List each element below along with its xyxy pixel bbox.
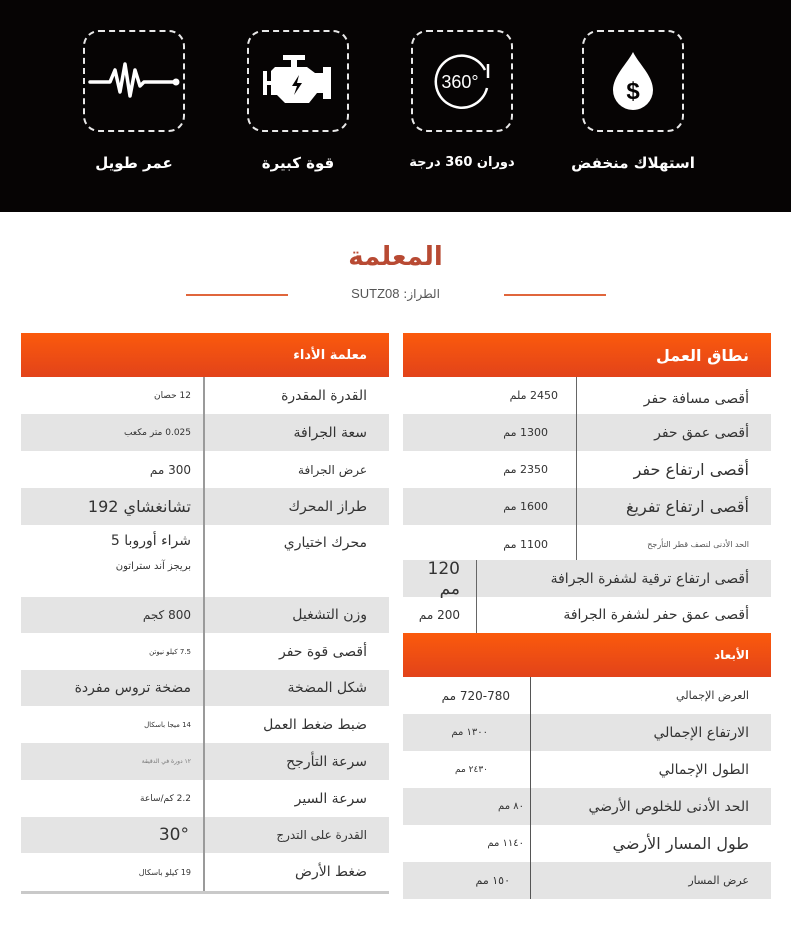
- row-value: ٨٠ مم: [403, 788, 531, 825]
- table-row: [21, 817, 389, 853]
- row-label: أقصى عمق حفر: [654, 424, 749, 441]
- row-value: 30°: [21, 817, 205, 853]
- table-row: [403, 525, 771, 563]
- table-row: [21, 670, 389, 706]
- feature-icon-frame: [411, 30, 513, 132]
- row-value: 300 مم: [21, 451, 205, 488]
- row-value: ١١٤٠ مم: [403, 825, 531, 862]
- row-value: 0.025 متر مكعب: [21, 414, 205, 451]
- row-label: الحد الأدنى لنصف قطر التأرجح: [647, 539, 749, 549]
- row-value: 200 مم: [403, 597, 477, 633]
- row-label: الحد الأدنى للخلوص الأرضي: [588, 798, 749, 815]
- feature-long-life: [64, 30, 204, 172]
- table-row: [403, 825, 771, 862]
- feature-icon-frame: [83, 30, 185, 132]
- table-row: [21, 633, 389, 670]
- row-label: الارتفاع الإجمالي: [653, 724, 749, 741]
- table-header: [403, 333, 771, 377]
- row-label: أقصى قوة حفر: [278, 643, 367, 660]
- table-header: [21, 333, 389, 377]
- table-row: [21, 451, 389, 488]
- row-value-group: [21, 525, 205, 597]
- row-label: أقصى مسافة حفر: [643, 390, 749, 407]
- row-value: شراء أوروبا 5: [110, 533, 191, 549]
- table-row: [403, 714, 771, 751]
- page-title: المعلمة: [348, 242, 443, 272]
- table-row: [403, 862, 771, 899]
- row-value: 1300 مم: [403, 414, 577, 451]
- row-value: 120 مم: [403, 560, 477, 597]
- row-value: 14 ميجا باسكال: [21, 706, 205, 743]
- table-title: نطاق العمل: [655, 345, 749, 365]
- row-label: العرض الإجمالي: [676, 689, 749, 702]
- row-label: أقصى ارتفاع ترقية لشفرة الجرافة: [550, 570, 749, 587]
- working-range-table: [403, 333, 771, 563]
- row-label: أقصى عمق حفر لشفرة الجرافة: [563, 607, 749, 623]
- table-header: [403, 633, 771, 677]
- row-value: 1600 مم: [403, 488, 577, 525]
- row-label: سرعة التأرجح: [286, 753, 367, 770]
- row-label: سرعة السير: [294, 790, 367, 807]
- row-value: ٢٤٣٠ مم: [403, 751, 531, 788]
- model-value: SUTZ08: [351, 286, 400, 301]
- model-line: [0, 286, 791, 301]
- table-row: [403, 788, 771, 825]
- row-label: ضغط الأرض: [295, 864, 367, 880]
- dimensions-table: [403, 633, 771, 899]
- engine-icon: [261, 53, 335, 109]
- row-label: طول المسار الأرضي: [612, 834, 749, 853]
- row-value: 720-780 مم: [403, 677, 531, 714]
- table-bottom-border: [21, 891, 389, 894]
- row-value: تشانغشاي 192: [21, 488, 205, 525]
- row-value: 7.5 كيلو نيوتن: [21, 633, 205, 670]
- table-row: [21, 706, 389, 743]
- feature-label: استهلاك منخفض: [571, 154, 695, 172]
- heartbeat-line-icon: [88, 56, 180, 106]
- table-row: [403, 451, 771, 488]
- row-value: 800 كجم: [21, 597, 205, 633]
- table-row: [403, 377, 771, 414]
- row-label: سعة الجرافة: [293, 424, 367, 441]
- row-value-secondary: بريجز آند ستراتون: [115, 561, 191, 572]
- table-row: [21, 377, 389, 414]
- table-row: [403, 488, 771, 525]
- feature-360-rotation: [392, 30, 532, 170]
- feature-low-consumption: [563, 30, 703, 172]
- table-row: [21, 743, 389, 780]
- feature-icon-frame: [247, 30, 349, 132]
- table-title: معلمة الأداء: [293, 347, 367, 363]
- row-label: أقصى ارتفاع تفريغ: [626, 497, 749, 516]
- table-row: [403, 560, 771, 597]
- table-row: [21, 488, 389, 525]
- row-value: 1100 مم: [403, 525, 577, 563]
- features-banner: [0, 0, 791, 212]
- svg-text:$: $: [626, 78, 640, 105]
- performance-table: [21, 333, 389, 894]
- row-label: شكل المضخة: [287, 680, 367, 696]
- row-value: 19 كيلو باسكال: [21, 853, 205, 891]
- feature-big-power: [228, 30, 368, 172]
- table-row: [21, 525, 389, 597]
- row-label: محرك اختياري: [283, 535, 367, 551]
- feature-label: دوران 360 درجة: [409, 155, 515, 170]
- section-heading: [0, 240, 791, 274]
- row-label: ضبط ضغط العمل: [263, 716, 367, 733]
- row-label: عرض الجرافة: [298, 462, 367, 477]
- table-row: [21, 853, 389, 891]
- rotate-360-icon: [431, 50, 493, 112]
- model-label: الطراز:: [403, 287, 440, 301]
- fuel-drop-dollar-icon: [611, 50, 655, 112]
- table-row: [403, 597, 771, 633]
- table-row: [403, 677, 771, 714]
- row-value: 2350 مم: [403, 451, 577, 488]
- table-row: [21, 597, 389, 633]
- row-label: القدرة على التدرج: [276, 828, 367, 842]
- feature-label: قوة كبيرة: [261, 154, 335, 172]
- feature-label: عمر طويل: [95, 154, 173, 172]
- table-row: [403, 751, 771, 788]
- blade-table: [403, 560, 771, 633]
- row-label: الطول الإجمالي: [658, 761, 749, 778]
- row-value: مضخة تروس مفردة: [21, 670, 205, 706]
- row-value: ١٢ دورة في الدقيقة: [21, 743, 205, 780]
- row-label: القدرة المقدرة: [281, 387, 367, 404]
- table-row: [403, 414, 771, 451]
- table-title: الأبعاد: [714, 648, 749, 662]
- svg-text:360°: 360°: [441, 72, 479, 92]
- table-row: [21, 780, 389, 817]
- row-value: ١٥٠ مم: [403, 862, 531, 899]
- row-label: عرض المسار: [688, 874, 749, 887]
- table-row: [21, 414, 389, 451]
- row-label: طراز المحرك: [288, 498, 367, 515]
- row-value: 2.2 كم/ساعة: [21, 780, 205, 817]
- row-value: 12 حصان: [21, 377, 205, 414]
- row-value: ١٣٠٠ مم: [403, 714, 531, 751]
- row-label: أقصى ارتفاع حفر: [633, 460, 749, 479]
- row-label: وزن التشغيل: [292, 607, 367, 623]
- row-value: 2450 ملم: [403, 377, 577, 414]
- feature-icon-frame: [582, 30, 684, 132]
